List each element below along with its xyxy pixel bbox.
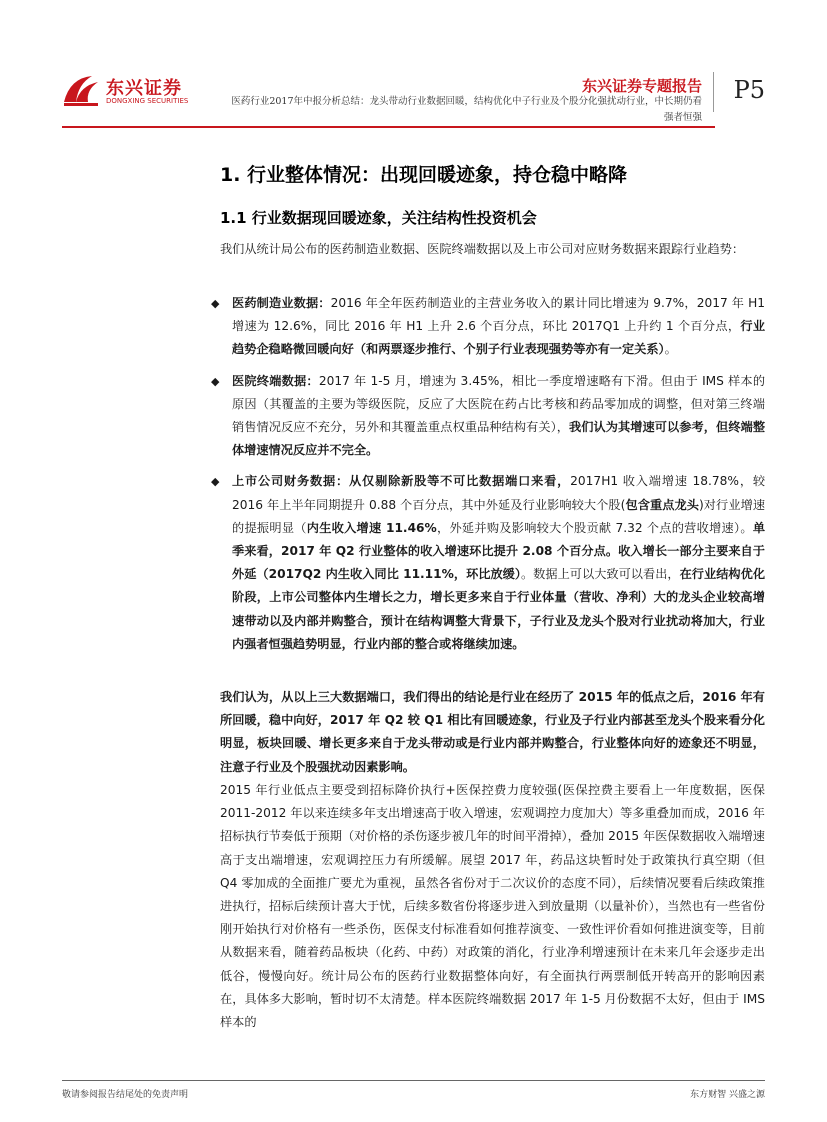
logo-text-cn: 东兴证券 <box>106 78 182 99</box>
footer-disclaimer: 敬请参阅报告结尾处的免责声明 <box>62 1090 189 1100</box>
footer-slogan: 东方财智 兴盛之源 <box>690 1090 765 1100</box>
bullet-segment: 2017 年 1-5 月，增速为 3.45%，相比一季度增速略有下滑。但由于 IMS 样本的原因（其覆盖的主要为等级医院，反应了大医院在药占比考核和药品零加成的调整，但对第三终端销售情况反应不充分，另外和其覆盖重点权重品种结构有关）， <box>232 373 766 435</box>
footer-rule <box>62 1080 765 1081</box>
bullet-text <box>232 470 765 656</box>
intro-paragraph <box>220 238 765 261</box>
bullet-diamond-icon: ◆ <box>211 297 220 310</box>
bullet-segment: ，外延并购及影响较大个股贡献 7.32 个点的营收增速）。 <box>436 520 753 535</box>
report-type: 东兴证券专题报告 <box>581 77 702 95</box>
bullet-text <box>232 370 765 463</box>
bullet-diamond-icon: ◆ <box>211 475 220 489</box>
bullet-segment: 。 <box>664 342 677 357</box>
intro-text: 我们从统计局公布的医药制造业数据、医院终端数据以及上市公司对应财务数据来跟踪行业趋势： <box>220 242 745 256</box>
subsection-heading: 1.1 行业数据现回暖迹象，关注结构性投资机会 <box>220 209 537 227</box>
bullet-segment: )对行业增速的提振明显（ <box>232 497 766 535</box>
conclusion-text: 我们认为，从以上三大数据端口，我们得出的结论是行业在经历了 2015 年的低点之后，2016 年有所回暖，稳中向好，2017 年 Q2 较 Q1 相比有回暖迹象，行业及子行业内部甚至龙头个股来看分化明显，板块回暖、增长更多来自于龙头带动或是行业内部并购整合，行业整体向好的迹象还不明显，注意子行业及个股强扰动因素影响。 <box>220 690 765 774</box>
bullet-segment: 2017H1 收入端增速 18.78%，较 2016 年上半年同期提升 0.88 个百分点，其中外延及行业影响较大个股( <box>232 474 766 512</box>
bullet-emphasis: 在行业结构优化阶段，上市公司整体内生增长之力，增长更多来自于行业体量（营收、净利）大的龙头企业较高增速带动以及内部并购整合，预计在结构调整大背景下，子行业及龙头个股对行业扰动将加大，行业内强者恒强趋势明显，行业内部的整合或将继续加速。 <box>232 567 766 651</box>
bullet-item <box>211 292 766 362</box>
bullet-emphasis: 单季来看，2017 年 Q2 行业整体的收入增速环比提升 2.08 个百分点。收入增长一部分主要来自于外延（2017Q2 内生收入同比 11.11%，环比放缓） <box>232 520 765 582</box>
bullet-emphasis: 内生收入增速 11.46% <box>306 520 437 535</box>
bullet-emphasis: 行业趋势企稳略微回暖向好（和两票逐步推行、个别子行业表现强势等亦有一定关系） <box>232 319 766 357</box>
analysis-text: 2015 年行业低点主要受到招标降价执行+医保控费力度较强(医保控费主要看上一年度数据，医保 2011-2012 年以来连续多年支出增速高于收入增速，宏观调控力度加大）等多重叠加而成，2016 年招标执行节奏低于预期（对价格的杀伤逐步被几年的时间平滑掉），叠加 2015 年医保数据收入端增速高于支出端增速，宏观调控压力有所缓解。展望 2017 年，药品这块暂时处于政策执行真空期（但 Q4 零加成的全面推广要尤为重视，虽然各省份对于二次议价的态度不同），后续情况要看后续政策推进执行，招标后续预计喜大于忧，后续多数省份将逐步进入到放量期（以量补价），当然也有一些省份刚开始执行对价格有一些杀伤，医保支付标准看如何推荐演变、一致性评价看如何推进演变等，目前从数据来看，随着药品板块（化药、中药）对政策的消化，行业净利增速预计在未来几年会逐步走出低谷，慢慢向好。统计局公布的医药行业数据整体向好，有全面执行两票制低开转高开的影响因素在，具体多大影响，暂时切不太清楚。样本医院终端数据 2017 年 1-5 月份数据不太好，但由于 IMS 样本的 <box>220 783 765 1030</box>
bullet-segment: 2016 年全年医药制造业的主营业务收入的累计同比增速为 9.7%，2017 年 H1 增速为 12.6%，同比 2016 年 H1 上升 2.6 个百分点，环比 2017Q1 上升约 1 个百分点， <box>232 296 765 334</box>
bullet-emphasis: 医院终端数据： <box>232 373 319 388</box>
bullet-list <box>211 292 766 664</box>
header-divider <box>713 72 714 112</box>
bullet-diamond-icon: ◆ <box>211 374 220 388</box>
bullet-emphasis: 我们认为其增速可以参考，但终端整体增速情况反应并不完全。 <box>232 420 766 458</box>
bullet-item <box>211 370 766 463</box>
company-logo <box>62 72 222 112</box>
conclusion-paragraph <box>220 686 765 779</box>
logo-text-en: DONGXING SECURITIES <box>106 97 189 105</box>
section-heading: 1. 行业整体情况：出现回暖迹象，持仓稳中略降 <box>220 164 628 186</box>
page-number: P5 <box>733 76 765 104</box>
bullet-segment: 。数据上可以大致可以看出， <box>520 567 680 582</box>
bullet-emphasis: 上市公司财务数据：从仅剔除新股等不可比数据端口来看， <box>232 474 571 489</box>
analysis-paragraph <box>220 779 765 1034</box>
logo-emblem-icon <box>62 72 102 108</box>
bullet-item <box>211 470 766 656</box>
bullet-emphasis: 医药制造业数据： <box>232 296 331 310</box>
bullet-text <box>232 292 765 362</box>
header-rule <box>62 126 715 128</box>
bullet-emphasis: 包含重点龙头 <box>625 497 699 512</box>
report-subtitle: 医药行业2017年中报分析总结：龙头带动行业数据回暖，结构优化中子行业及个股分化强扰动行业，中长期仍看强者恒强 <box>231 96 702 123</box>
